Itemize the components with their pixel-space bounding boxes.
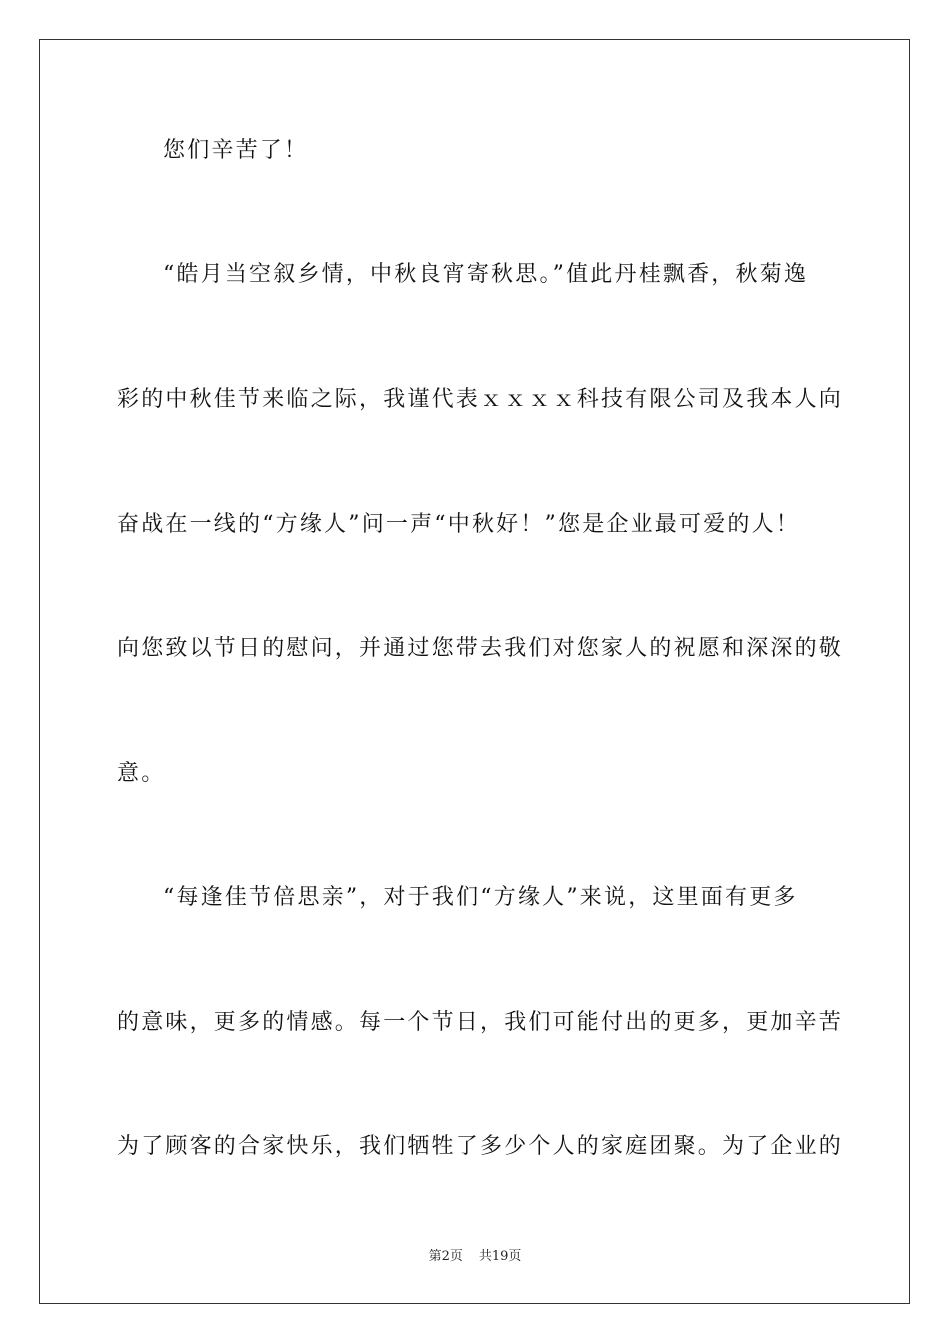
page-total: 共19页 bbox=[478, 1249, 522, 1264]
paragraph-3-line-3: 为了顾客的合家快乐，我们牺牲了多少个人的家庭团聚。为了企业的 bbox=[117, 1134, 844, 1159]
page-number: 第2页 bbox=[428, 1249, 463, 1264]
paragraph-3-line-1: “每逢佳节倍思亲”，对于我们“方缘人”来说，这里面有更多 bbox=[163, 885, 798, 910]
paragraph-2-line-1: “皓月当空叙乡情，中秋良宵寄秋思。”值此丹桂飘香，秋菊逸 bbox=[163, 262, 809, 287]
page-footer bbox=[0, 1248, 950, 1266]
paragraph-3-line-2: 的意味，更多的情感。每一个节日，我们可能付出的更多，更加辛苦 bbox=[117, 1010, 844, 1035]
paragraph-2-line-4: 向您致以节日的慰问，并通过您带去我们对您家人的祝愿和深深的敬 bbox=[117, 636, 844, 661]
paragraph-1-line-1: 您们辛苦了！ bbox=[163, 138, 309, 163]
page-border bbox=[39, 39, 910, 1304]
paragraph-2-line-3: 奋战在一线的“方缘人”问一声“中秋好！”您是企业最可爱的人！ bbox=[117, 512, 800, 537]
paragraph-2-line-5: 意。 bbox=[117, 761, 166, 786]
paragraph-2-line-2: 彩的中秋佳节来临之际，我谨代表ｘｘｘｘ科技有限公司及我本人向 bbox=[117, 387, 844, 412]
